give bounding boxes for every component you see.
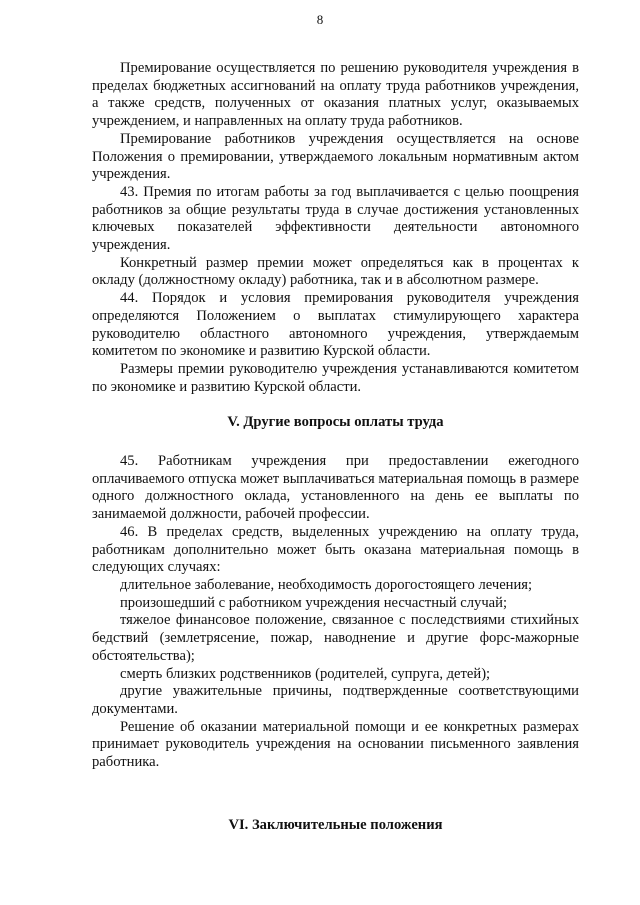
paragraph-bonus-amount: Конкретный размер премии может определяться как в процентах к окладу (должностному окладу) работника, так и в абсолютном размере. bbox=[92, 254, 579, 289]
list-item-other-reasons: другие уважительные причины, подтвержденные соответствующими документами. bbox=[92, 683, 579, 717]
paragraph-aid-decision: Решение об оказании материальной помощи и ее конкретных размерах принимает руководитель учреждения на основании письменного заявления работника. bbox=[92, 718, 579, 771]
list-item-financial-hardship: тяжелое финансовое положение, связанное с последствиями стихийных бедствий (землетрясение, пожар, наводнение и другие форс-мажорные обстоятельства); bbox=[92, 612, 579, 664]
list-item-death-of-relatives: смерть близких родственников (родителей, супруга, детей); bbox=[120, 665, 491, 682]
paragraph-bonus-decision: Премирование осуществляется по решению руководителя учреждения в пределах бюджетных ассигнований на оплату труда работников учреждения, а также средств, полученных от оказания платных услуг, оказываемых учреждением, и направленных на оплату труда работников. bbox=[92, 60, 579, 130]
paragraph-43-annual-bonus: 43. Премия по итогам работы за год выплачивается с целью поощрения работников за общие результаты труда в случае достижения установленных ключевых показателей эффективности деятельности автономного учреждения. bbox=[92, 183, 579, 254]
document-body bbox=[92, 60, 579, 834]
page-number: 8 bbox=[316, 12, 324, 27]
paragraph-head-bonus-size: Размеры премии руководителю учреждения устанавливаются комитетом по экономике и развитию Курской области. bbox=[92, 360, 579, 395]
paragraph-bonus-regulation: Премирование работников учреждения осуществляется на основе Положения о премировании, утверждаемого локальным нормативным актом учреждения. bbox=[92, 130, 579, 183]
list-item-illness: длительное заболевание, необходимость дорогостоящего лечения; bbox=[120, 576, 533, 593]
paragraph-45-vacation-aid: 45. Работникам учреждения при предоставлении ежегодного оплачиваемого отпуска может выплачиваться материальная помощь в размере одного должностного оклада, установленного на день ее выплаты по занимаемой должности, рабочей профессии. bbox=[92, 453, 579, 523]
section-6-heading: VI. Заключительные положения bbox=[228, 816, 443, 833]
section-5-heading: V. Другие вопросы оплаты труда bbox=[227, 414, 444, 431]
paragraph-44-head-bonus: 44. Порядок и условия премирования руководителя учреждения определяются Положением о выплатах стимулирующего характера руководителю областного автономного учреждения, утверждаемым комитетом по экономике и развитию Курской области. bbox=[92, 290, 579, 360]
list-item-accident: произошедший с работником учреждения несчастный случай; bbox=[120, 594, 508, 611]
paragraph-46-material-aid: 46. В пределах средств, выделенных учреждению на оплату труда, работникам дополнительно может быть оказана материальная помощь в следующих случаях: bbox=[92, 523, 579, 576]
